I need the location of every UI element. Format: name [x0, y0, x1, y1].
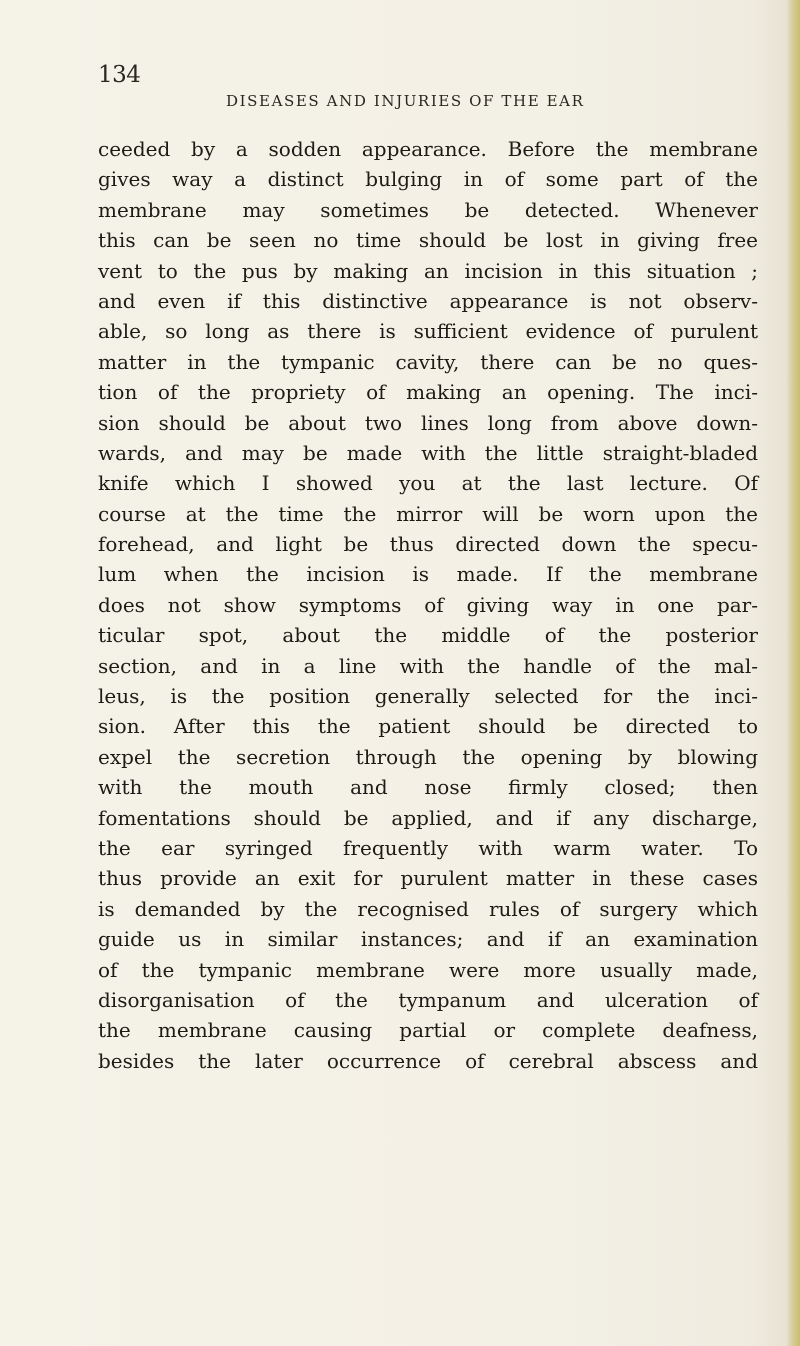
body-paragraph [98, 134, 758, 1076]
text-line: the membrane causing partial or complete deafness, [98, 1018, 758, 1043]
text-line: able, so long as there is sufficient evidence of purulent [98, 319, 758, 344]
page-edge-shadow [786, 0, 800, 1346]
text-line: does not show symptoms of giving way in one par- [98, 592, 758, 617]
text-line: vent to the pus by making an incision in this situation ; [98, 258, 758, 283]
page-number: 134 [98, 62, 141, 88]
text-line: is demanded by the recognised rules of surgery which [98, 896, 758, 921]
text-line: thus provide an exit for purulent matter in these cases [98, 866, 758, 891]
text-line: ceeded by a sodden appearance. Before the membrane [98, 137, 758, 161]
text-line: with the mouth and nose firmly closed; then [98, 775, 758, 800]
text-line: membrane may sometimes be detected. Whenever [98, 197, 758, 222]
text-line: this can be seen no time should be lost in giving free [98, 228, 758, 253]
text-line: leus, is the position generally selected for the inci- [98, 684, 758, 709]
text-line: besides the later occurrence of cerebral abscess and [98, 1048, 758, 1073]
text-line: knife which I showed you at the last lecture. Of [98, 471, 758, 496]
text-line: disorganisation of the tympanum and ulceration of [98, 987, 758, 1012]
text-line: the ear syringed frequently with warm water. To [98, 835, 758, 860]
text-line: section, and in a line with the handle of the mal- [98, 653, 758, 678]
text-line: wards, and may be made with the little straight-bladed [98, 440, 758, 465]
text-line: matter in the tympanic cavity, there can be no ques- [98, 349, 758, 374]
text-line: sion. After this the patient should be directed to [98, 714, 758, 739]
text-line: fomentations should be applied, and if any discharge, [98, 805, 758, 830]
text-line: of the tympanic membrane were more usually made, [98, 957, 758, 982]
text-line: forehead, and light be thus directed down the specu- [98, 532, 758, 557]
text-line: guide us in similar instances; and if an examination [98, 927, 758, 952]
text-line: lum when the incision is made. If the membrane [98, 562, 758, 587]
running-head: DISEASES AND INJURIES OF THE EAR [226, 92, 585, 110]
text-line: tion of the propriety of making an opening. The inci- [98, 380, 758, 405]
text-line: and even if this distinctive appearance is not observ- [98, 288, 758, 313]
text-line: sion should be about two lines long from above down- [98, 410, 758, 435]
page-header [98, 62, 758, 110]
text-line: course at the time the mirror will be worn upon the [98, 501, 758, 526]
text-line: expel the secretion through the opening by blowing [98, 744, 758, 769]
text-line: gives way a distinct bulging in of some part of the [98, 167, 758, 192]
text-line: ticular spot, about the middle of the posterior [98, 623, 758, 648]
